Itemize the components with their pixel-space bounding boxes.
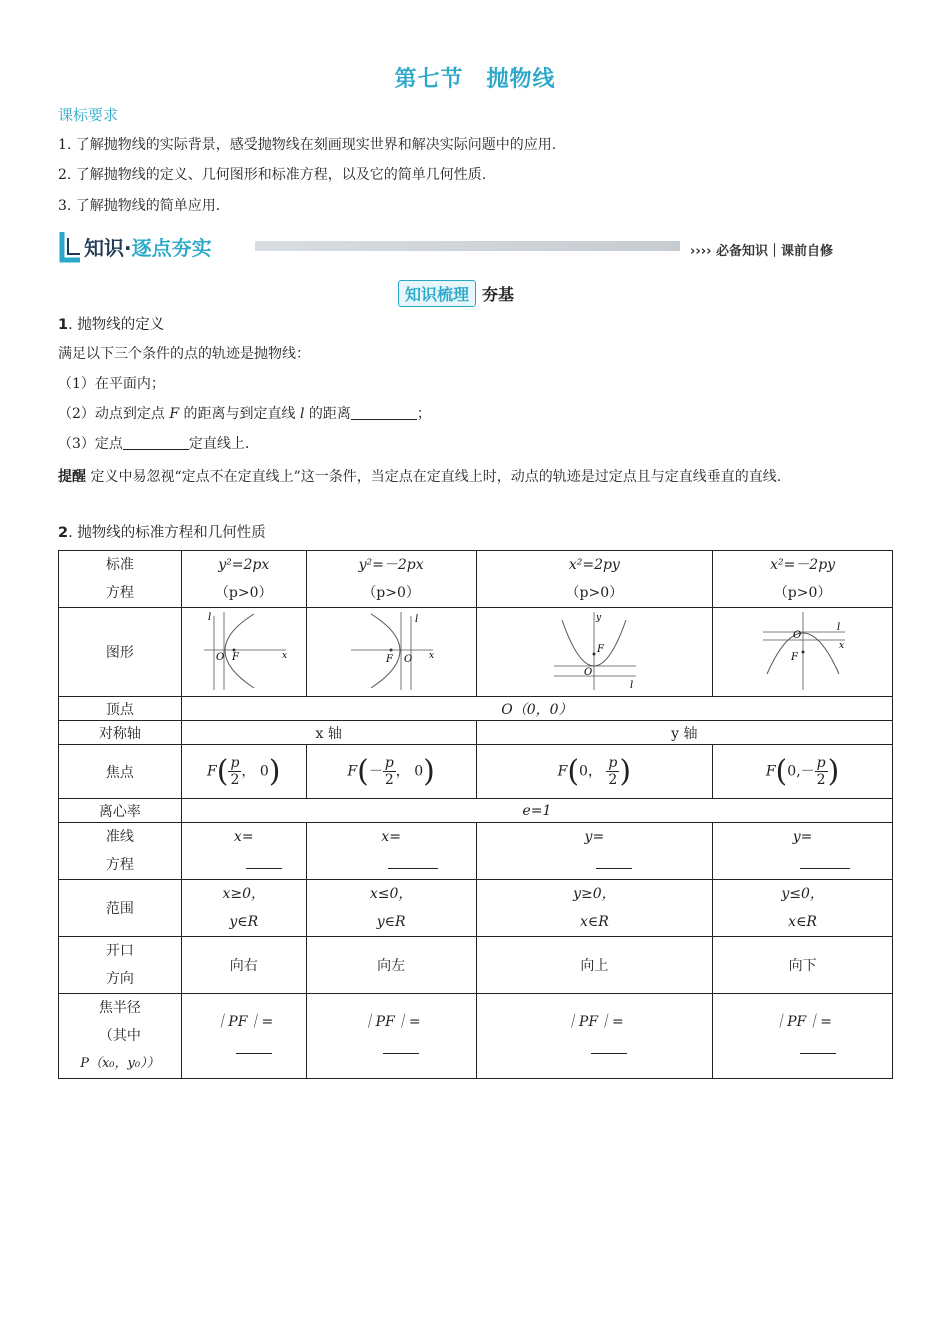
- label-l: l: [415, 614, 419, 625]
- open-up: 向上: [476, 937, 713, 994]
- label-y: y: [596, 613, 602, 623]
- condition: （p>0）: [565, 585, 624, 601]
- table-cell: [181, 551, 306, 608]
- section2-heading: [58, 521, 266, 542]
- label-F: F: [386, 654, 394, 665]
- focal-radius: ｜PF｜=: [361, 1014, 421, 1030]
- figure-cell: [476, 608, 713, 697]
- condition-3: [58, 433, 249, 453]
- zero: 0: [414, 763, 424, 780]
- condition-1: （1）在平面内；: [58, 376, 165, 392]
- label-line: （其中: [98, 1028, 141, 1044]
- label-line: 方程: [105, 857, 134, 873]
- label-F: F: [790, 652, 798, 663]
- figure-cell: [181, 608, 306, 697]
- range-a: x≤0，: [369, 886, 413, 902]
- answer-blank[interactable]: [800, 854, 850, 869]
- section1-title: . 抛物线的定义: [68, 317, 165, 333]
- answer-blank[interactable]: [383, 1039, 419, 1054]
- range-b: x∈R: [788, 914, 817, 930]
- focus-cell: F(－ $\frac{p}{2}$ ， 0): [306, 745, 476, 799]
- label-x: x: [838, 641, 844, 651]
- directrix-eq: y=: [792, 829, 813, 845]
- row-label: 顶点: [59, 697, 182, 721]
- banner-bar: [255, 241, 680, 251]
- condition-3-post: 定直线上.: [188, 436, 250, 452]
- tip-text: 定义中易忽视“定点不在定直线上”这一条件，当定点在定直线上时，动点的轨迹是过定点且与定直线垂直的直线.: [86, 469, 782, 485]
- directrix-eq: x=: [233, 829, 254, 845]
- requirement-item: 1. 了解抛物线的实际背景，感受抛物线在刻画现实世界和解决实际问题中的应用.: [58, 137, 557, 153]
- row-label: 离心率: [59, 799, 182, 823]
- condition-2-pre: （2）动点到定点: [58, 406, 170, 422]
- requirement-item: 2. 了解抛物线的定义、几何图形和标准方程，以及它的简单几何性质.: [58, 167, 487, 183]
- table-cell: [306, 551, 476, 608]
- table-cell: [713, 823, 893, 880]
- frac-den: 2: [816, 772, 826, 788]
- banner-tag: ›››› 必备知识｜课前自修: [690, 244, 833, 259]
- label-line: 开口: [105, 943, 134, 959]
- equation: y²=－2px: [358, 557, 424, 573]
- minus: －: [800, 763, 815, 780]
- table-row: [59, 745, 893, 799]
- range-b: y∈R: [376, 914, 406, 930]
- table-cell: [181, 880, 306, 937]
- table-cell: [306, 823, 476, 880]
- focal-radius: ｜PF｜=: [773, 1014, 833, 1030]
- tip: [58, 462, 894, 492]
- banner-left: 知识: [84, 236, 124, 260]
- condition-2-post: 的距离: [304, 406, 351, 422]
- label-line: 焦半径: [98, 1000, 141, 1016]
- table-cell: [476, 823, 713, 880]
- table-row: [59, 880, 893, 937]
- frac-den: 2: [608, 772, 618, 788]
- condition-2-mid: 的距离与到定直线: [179, 406, 300, 422]
- parabola-up-figure: [544, 608, 644, 692]
- answer-blank[interactable]: [800, 1039, 836, 1054]
- eccentricity-value: e=1: [181, 799, 892, 823]
- banner-dot: ·: [124, 236, 132, 260]
- table-cell: [306, 880, 476, 937]
- section-badge: [398, 280, 514, 306]
- answer-blank[interactable]: [236, 1039, 272, 1054]
- parabola-down-figure: [753, 608, 853, 692]
- label-O: O: [584, 667, 593, 678]
- range-b: y∈R: [229, 914, 259, 930]
- requirements-heading: 课标要求: [58, 106, 119, 124]
- axis-x: x 轴: [181, 721, 476, 745]
- section1-heading: [58, 313, 164, 334]
- directrix-eq: x=: [381, 829, 401, 845]
- label-l: l: [207, 612, 211, 623]
- comma: ，: [241, 763, 256, 780]
- row-label: 对称轴: [59, 721, 182, 745]
- condition-3-pre: （3）定点: [58, 436, 123, 452]
- frac-num: p: [230, 755, 240, 771]
- condition: （p>0）: [362, 585, 420, 601]
- properties-table: [58, 550, 893, 1079]
- frac-den: 2: [384, 772, 394, 788]
- row-label: [59, 823, 182, 880]
- condition-2-F: F: [169, 406, 180, 422]
- open-left: 向左: [306, 937, 476, 994]
- label-x: x: [429, 651, 435, 661]
- parabola-left-figure: [341, 608, 441, 692]
- row-label: [59, 551, 182, 608]
- focus-F: F: [347, 763, 358, 780]
- table-cell: [713, 994, 893, 1079]
- frac-num: p: [384, 755, 394, 771]
- range-a: x≥0，: [222, 886, 266, 902]
- range-b: x∈R: [579, 914, 609, 930]
- frac-num: p: [608, 755, 618, 771]
- answer-blank[interactable]: [246, 854, 282, 869]
- section2-title: . 抛物线的标准方程和几何性质: [68, 525, 266, 541]
- label-l: l: [836, 622, 840, 633]
- requirement-item: 3. 了解抛物线的简单应用.: [58, 198, 221, 214]
- range-a: y≤0，: [781, 886, 824, 902]
- table-row: [59, 721, 893, 745]
- focus-F: F: [765, 763, 776, 780]
- focus-cell: F( $\frac{p}{2}$ ， 0): [181, 745, 306, 799]
- label-O: O: [215, 652, 224, 663]
- axis-y: y 轴: [476, 721, 892, 745]
- row-label: 图形: [59, 608, 182, 697]
- section1-intro: 满足以下三个条件的点的轨迹是抛物线：: [58, 346, 310, 362]
- open-down: 向下: [713, 937, 893, 994]
- comma: ，: [395, 763, 410, 780]
- equation: x²=2py: [568, 557, 620, 573]
- table-row: [59, 697, 893, 721]
- table-row: [59, 823, 893, 880]
- table-cell: [476, 880, 713, 937]
- badge-bold: 夯基: [482, 285, 515, 304]
- row-label: 焦点: [59, 745, 182, 799]
- tip-label: 提醒: [58, 469, 86, 485]
- label-l: l: [630, 680, 634, 691]
- answer-blank[interactable]: [123, 435, 189, 450]
- section2-number: 2: [58, 525, 69, 541]
- range-a: y≥0，: [573, 886, 616, 902]
- figure-cell: [713, 608, 893, 697]
- answer-blank[interactable]: [351, 405, 417, 420]
- label-line: P（x₀，y₀））: [80, 1056, 160, 1071]
- focus-cell: F(0,－ $\frac{p}{2}$ ): [713, 745, 893, 799]
- table-cell: [306, 994, 476, 1079]
- focal-radius: ｜PF｜=: [214, 1014, 274, 1030]
- answer-blank[interactable]: [591, 1039, 627, 1054]
- directrix-eq: y=: [584, 829, 605, 845]
- table-cell: [181, 994, 306, 1079]
- comma: ,: [796, 763, 801, 780]
- label-x: x: [281, 651, 287, 661]
- parabola-right-figure: [194, 608, 294, 692]
- label-F: F: [231, 652, 239, 663]
- condition-2-end: ；: [416, 406, 431, 422]
- answer-blank[interactable]: [388, 854, 438, 869]
- label-line: 方程: [105, 585, 134, 601]
- table-row: [59, 608, 893, 697]
- row-label: 范围: [59, 880, 182, 937]
- condition: （p>0）: [214, 585, 273, 601]
- zero: 0: [787, 763, 797, 780]
- table-row: [59, 799, 893, 823]
- row-label: [59, 994, 182, 1079]
- minus: －: [368, 763, 383, 780]
- equation: y²=2px: [218, 557, 270, 573]
- figure-cell: [306, 608, 476, 697]
- label-O: O: [792, 630, 801, 641]
- section1-number: 1: [58, 317, 69, 333]
- condition-2-l: l: [299, 406, 305, 422]
- banner-right-title: 逐点夯实: [131, 236, 212, 260]
- focus-F: F: [557, 763, 568, 780]
- label-O: O: [404, 654, 413, 665]
- label-F: F: [597, 644, 605, 655]
- badge-box: 知识梳理: [398, 280, 476, 307]
- page-title: 第七节 抛物线: [394, 67, 556, 92]
- condition-2: [58, 403, 431, 423]
- comma: ，: [587, 763, 602, 780]
- open-right: 向右: [181, 937, 306, 994]
- zero: 0: [579, 763, 588, 780]
- banner-bracket-icon: [58, 230, 86, 266]
- table-cell: [713, 880, 893, 937]
- frac-num: p: [816, 755, 826, 771]
- label-line: 标准: [105, 557, 134, 573]
- table-cell: [476, 994, 713, 1079]
- zero: 0: [259, 763, 269, 780]
- focus-F: F: [207, 763, 217, 780]
- label-line: 方向: [105, 971, 134, 987]
- table-cell: [476, 551, 713, 608]
- vertex-value: O（0，0）: [181, 697, 892, 721]
- label-line: 准线: [105, 829, 134, 845]
- banner-title: [84, 232, 212, 261]
- answer-blank[interactable]: [596, 854, 632, 869]
- row-label: [59, 937, 182, 994]
- table-cell: [181, 823, 306, 880]
- table-cell: [713, 551, 893, 608]
- table-row: [59, 551, 893, 608]
- table-row: [59, 994, 893, 1079]
- focal-radius: ｜PF｜=: [564, 1014, 624, 1030]
- equation: x²=－2py: [770, 557, 836, 573]
- frac-den: 2: [230, 772, 240, 788]
- table-row: [59, 937, 893, 994]
- focus-cell: F(0， $\frac{p}{2}$ ): [476, 745, 713, 799]
- condition: （p>0）: [773, 585, 832, 601]
